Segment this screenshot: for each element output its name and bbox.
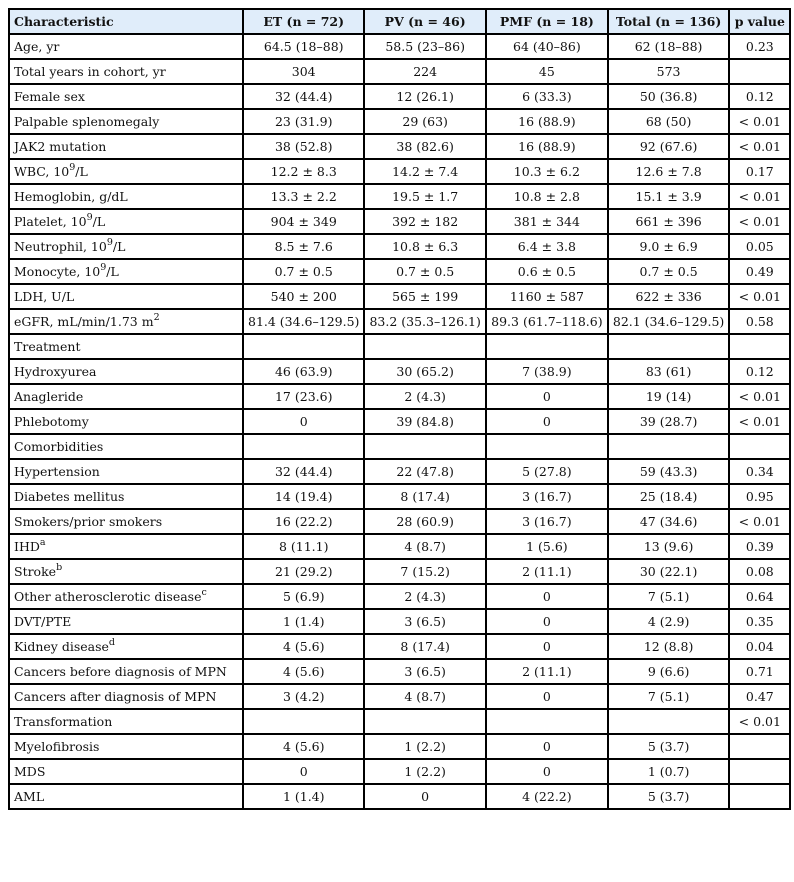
- cell-p-value: [729, 784, 790, 809]
- row-label-text: Hydroxyurea: [14, 364, 97, 379]
- cell-pv: 2 (4.3): [364, 584, 485, 609]
- row-label: [9, 359, 243, 384]
- cell-pv: 4 (8.7): [364, 534, 485, 559]
- cell-total: 13 (9.6): [608, 534, 729, 559]
- cell-pmf: 2 (11.1): [486, 559, 608, 584]
- row-label-text: Female sex: [14, 89, 85, 104]
- cell-pmf: [486, 334, 608, 359]
- cell-total: 30 (22.1): [608, 559, 729, 584]
- row-label-text: eGFR, mL/min/1.73 m: [14, 314, 154, 329]
- row-label: [9, 334, 243, 359]
- cell-pmf: 2 (11.1): [486, 659, 608, 684]
- row-label-text: Comorbidities: [14, 439, 104, 454]
- cell-pv: 10.8 ± 6.3: [364, 234, 485, 259]
- cell-pmf: 16 (88.9): [486, 134, 608, 159]
- row-label-suffix: /L: [106, 264, 119, 279]
- cell-pv: 7 (15.2): [364, 559, 485, 584]
- cell-pmf: 64 (40–86): [486, 34, 608, 59]
- cell-et: 21 (29.2): [243, 559, 364, 584]
- characteristics-table-container: [8, 8, 791, 810]
- cell-et: 4 (5.6): [243, 634, 364, 659]
- table-row: [9, 134, 790, 159]
- table-row: [9, 759, 790, 784]
- cell-et: 64.5 (18–88): [243, 34, 364, 59]
- header-pv: PV (n = 46): [364, 9, 485, 34]
- cell-p-value: < 0.01: [729, 184, 790, 209]
- row-label-superscript: a: [39, 536, 46, 548]
- cell-pv: 8 (17.4): [364, 484, 485, 509]
- cell-total: 62 (18–88): [608, 34, 729, 59]
- cell-pmf: 0: [486, 759, 608, 784]
- cell-total: 92 (67.6): [608, 134, 729, 159]
- cell-pmf: 0: [486, 734, 608, 759]
- row-label-superscript: 2: [153, 311, 160, 323]
- cell-pmf: 4 (22.2): [486, 784, 608, 809]
- row-label: [9, 34, 243, 59]
- cell-p-value: [729, 759, 790, 784]
- cell-pv: 22 (47.8): [364, 459, 485, 484]
- row-label-suffix: /L: [92, 214, 106, 229]
- cell-pv: [364, 434, 485, 459]
- cell-et: 1 (1.4): [243, 609, 364, 634]
- header-total: Total (n = 136): [608, 9, 729, 34]
- cell-pv: 3 (6.5): [364, 609, 485, 634]
- row-label-text: Smokers/prior smokers: [14, 514, 163, 529]
- table-row: [9, 609, 790, 634]
- cell-p-value: < 0.01: [729, 709, 790, 734]
- header-et: ET (n = 72): [243, 9, 364, 34]
- cell-p-value: 0.49: [729, 259, 790, 284]
- cell-et: 14 (19.4): [243, 484, 364, 509]
- row-label: [9, 784, 243, 809]
- row-label-text: IHD: [14, 539, 40, 554]
- row-label: [9, 309, 243, 334]
- row-label-text: Treatment: [14, 339, 81, 354]
- row-label-text: Transformation: [14, 714, 113, 729]
- cell-p-value: [729, 334, 790, 359]
- cell-total: [608, 709, 729, 734]
- row-label-text: Other atherosclerotic disease: [14, 589, 202, 604]
- cell-pv: 8 (17.4): [364, 634, 485, 659]
- cell-total: 83 (61): [608, 359, 729, 384]
- cell-et: 0.7 ± 0.5: [243, 259, 364, 284]
- cell-pv: 4 (8.7): [364, 684, 485, 709]
- row-label-text: Cancers before diagnosis of MPN: [14, 664, 227, 679]
- cell-total: 5 (3.7): [608, 784, 729, 809]
- cell-p-value: 0.39: [729, 534, 790, 559]
- cell-p-value: < 0.01: [729, 109, 790, 134]
- cell-et: 16 (22.2): [243, 509, 364, 534]
- row-label: [9, 284, 243, 309]
- table-row: [9, 684, 790, 709]
- row-label: [9, 184, 243, 209]
- cell-et: 12.2 ± 8.3: [243, 159, 364, 184]
- row-label: [9, 659, 243, 684]
- cell-pmf: 0: [486, 609, 608, 634]
- cell-total: 82.1 (34.6–129.5): [608, 309, 729, 334]
- row-label: [9, 759, 243, 784]
- cell-total: 39 (28.7): [608, 409, 729, 434]
- row-label-text: Platelet, 10: [14, 214, 87, 229]
- row-label-text: Hypertension: [14, 464, 100, 479]
- cell-pmf: 16 (88.9): [486, 109, 608, 134]
- cell-et: 17 (23.6): [243, 384, 364, 409]
- cell-pv: 0.7 ± 0.5: [364, 259, 485, 284]
- row-label-superscript: 9: [100, 261, 107, 273]
- row-label-superscript: c: [201, 586, 207, 598]
- table-row: [9, 259, 790, 284]
- header-p-value: p value: [729, 9, 790, 34]
- row-label: [9, 509, 243, 534]
- cell-pv: 12 (26.1): [364, 84, 485, 109]
- table-row: [9, 309, 790, 334]
- cell-pmf: 10.3 ± 6.2: [486, 159, 608, 184]
- cell-total: 9 (6.6): [608, 659, 729, 684]
- cell-pv: 58.5 (23–86): [364, 34, 485, 59]
- cell-p-value: < 0.01: [729, 509, 790, 534]
- cell-p-value: 0.35: [729, 609, 790, 634]
- cell-et: [243, 434, 364, 459]
- table-row: [9, 359, 790, 384]
- row-label: [9, 434, 243, 459]
- cell-p-value: < 0.01: [729, 384, 790, 409]
- table-header-row: [9, 9, 790, 34]
- cell-pv: 224: [364, 59, 485, 84]
- row-label: [9, 234, 243, 259]
- cell-pmf: 0.6 ± 0.5: [486, 259, 608, 284]
- row-label-text: Hemoglobin, g/dL: [14, 189, 128, 204]
- row-label-superscript: 9: [86, 211, 93, 223]
- cell-et: 4 (5.6): [243, 659, 364, 684]
- row-label-suffix: /L: [112, 239, 126, 254]
- table-row: [9, 184, 790, 209]
- cell-p-value: 0.12: [729, 84, 790, 109]
- cell-pmf: 10.8 ± 2.8: [486, 184, 608, 209]
- cell-pmf: 7 (38.9): [486, 359, 608, 384]
- row-label: [9, 534, 243, 559]
- cell-pmf: 0: [486, 584, 608, 609]
- table-row: [9, 559, 790, 584]
- table-row: [9, 784, 790, 809]
- table-body: [9, 34, 790, 809]
- cell-p-value: 0.71: [729, 659, 790, 684]
- cell-pmf: 3 (16.7): [486, 509, 608, 534]
- table-row: [9, 84, 790, 109]
- cell-p-value: < 0.01: [729, 209, 790, 234]
- row-label-text: Neutrophil, 10: [14, 239, 107, 254]
- cell-pmf: 0: [486, 634, 608, 659]
- cell-total: [608, 334, 729, 359]
- row-label: [9, 734, 243, 759]
- cell-et: 5 (6.9): [243, 584, 364, 609]
- row-label: [9, 684, 243, 709]
- cell-et: [243, 709, 364, 734]
- table-row: [9, 534, 790, 559]
- table-row: [9, 709, 790, 734]
- table-row: [9, 334, 790, 359]
- cell-pv: 565 ± 199: [364, 284, 485, 309]
- cell-et: 38 (52.8): [243, 134, 364, 159]
- row-label-text: Phlebotomy: [14, 414, 89, 429]
- cell-pv: 3 (6.5): [364, 659, 485, 684]
- cell-total: 19 (14): [608, 384, 729, 409]
- header-pmf: PMF (n = 18): [486, 9, 608, 34]
- cell-et: 32 (44.4): [243, 84, 364, 109]
- row-label: [9, 584, 243, 609]
- table-row: [9, 109, 790, 134]
- cell-pv: 14.2 ± 7.4: [364, 159, 485, 184]
- cell-et: 13.3 ± 2.2: [243, 184, 364, 209]
- row-label-text: Myelofibrosis: [14, 739, 100, 754]
- table-row: [9, 384, 790, 409]
- cell-total: 7 (5.1): [608, 684, 729, 709]
- cell-p-value: 0.95: [729, 484, 790, 509]
- cell-et: 904 ± 349: [243, 209, 364, 234]
- row-label-text: Diabetes mellitus: [14, 489, 125, 504]
- row-label: [9, 59, 243, 84]
- cell-pmf: 89.3 (61.7–118.6): [486, 309, 608, 334]
- cell-total: 12 (8.8): [608, 634, 729, 659]
- row-label-text: Anagleride: [14, 389, 84, 404]
- cell-total: 59 (43.3): [608, 459, 729, 484]
- cell-total: 4 (2.9): [608, 609, 729, 634]
- header-characteristic: Characteristic: [9, 9, 243, 34]
- cell-total: 68 (50): [608, 109, 729, 134]
- cell-pv: 19.5 ± 1.7: [364, 184, 485, 209]
- cell-et: 23 (31.9): [243, 109, 364, 134]
- table-row: [9, 484, 790, 509]
- table-row: [9, 209, 790, 234]
- cell-pmf: 0: [486, 409, 608, 434]
- cell-total: 47 (34.6): [608, 509, 729, 534]
- cell-pv: 1 (2.2): [364, 759, 485, 784]
- cell-pv: 0: [364, 784, 485, 809]
- row-label-text: DVT/PTE: [14, 614, 72, 629]
- row-label: [9, 259, 243, 284]
- row-label-superscript: 9: [106, 236, 113, 248]
- cell-et: 3 (4.2): [243, 684, 364, 709]
- cell-p-value: < 0.01: [729, 409, 790, 434]
- cell-p-value: 0.12: [729, 359, 790, 384]
- table-row: [9, 234, 790, 259]
- cell-total: 15.1 ± 3.9: [608, 184, 729, 209]
- row-label-text: LDH, U/L: [14, 289, 75, 304]
- table-row: [9, 409, 790, 434]
- cell-total: 25 (18.4): [608, 484, 729, 509]
- row-label-text: Monocyte, 10: [14, 264, 101, 279]
- cell-p-value: < 0.01: [729, 134, 790, 159]
- cell-pmf: 5 (27.8): [486, 459, 608, 484]
- row-label: [9, 384, 243, 409]
- cell-et: 8 (11.1): [243, 534, 364, 559]
- cell-p-value: 0.58: [729, 309, 790, 334]
- cell-total: 622 ± 336: [608, 284, 729, 309]
- cell-p-value: 0.47: [729, 684, 790, 709]
- cell-p-value: 0.08: [729, 559, 790, 584]
- row-label-superscript: b: [56, 561, 63, 573]
- cell-total: 0.7 ± 0.5: [608, 259, 729, 284]
- cell-p-value: [729, 59, 790, 84]
- cell-pv: 38 (82.6): [364, 134, 485, 159]
- cell-pv: [364, 709, 485, 734]
- row-label: [9, 109, 243, 134]
- cell-total: 50 (36.8): [608, 84, 729, 109]
- table-row: [9, 284, 790, 309]
- row-label-superscript: d: [108, 636, 115, 648]
- row-label-text: Age, yr: [14, 39, 60, 54]
- row-label: [9, 84, 243, 109]
- row-label-superscript: 9: [69, 161, 76, 173]
- cell-total: 7 (5.1): [608, 584, 729, 609]
- table-row: [9, 734, 790, 759]
- cell-et: 540 ± 200: [243, 284, 364, 309]
- cell-p-value: 0.04: [729, 634, 790, 659]
- row-label: [9, 409, 243, 434]
- table-row: [9, 434, 790, 459]
- row-label: [9, 134, 243, 159]
- table-row: [9, 34, 790, 59]
- cell-p-value: [729, 734, 790, 759]
- row-label-text: WBC, 10: [14, 164, 70, 179]
- row-label: [9, 159, 243, 184]
- row-label: [9, 609, 243, 634]
- row-label-text: MDS: [14, 764, 46, 779]
- row-label: [9, 209, 243, 234]
- table-row: [9, 459, 790, 484]
- cell-pv: 2 (4.3): [364, 384, 485, 409]
- cell-total: 661 ± 396: [608, 209, 729, 234]
- cell-pmf: 3 (16.7): [486, 484, 608, 509]
- cell-pmf: 6.4 ± 3.8: [486, 234, 608, 259]
- cell-pv: 30 (65.2): [364, 359, 485, 384]
- row-label-text: Stroke: [14, 564, 57, 579]
- row-label-text: AML: [14, 789, 45, 804]
- row-label: [9, 459, 243, 484]
- cell-p-value: 0.23: [729, 34, 790, 59]
- row-label: [9, 634, 243, 659]
- cell-pmf: 0: [486, 684, 608, 709]
- cell-p-value: 0.64: [729, 584, 790, 609]
- row-label-text: Palpable splenomegaly: [14, 114, 160, 129]
- cell-pv: 29 (63): [364, 109, 485, 134]
- cell-total: 12.6 ± 7.8: [608, 159, 729, 184]
- cell-et: 1 (1.4): [243, 784, 364, 809]
- cell-pv: 28 (60.9): [364, 509, 485, 534]
- row-label-text: Cancers after diagnosis of MPN: [14, 689, 217, 704]
- cell-total: 573: [608, 59, 729, 84]
- row-label: [9, 559, 243, 584]
- table-row: [9, 159, 790, 184]
- cell-total: [608, 434, 729, 459]
- row-label: [9, 484, 243, 509]
- cell-p-value: 0.34: [729, 459, 790, 484]
- cell-total: 5 (3.7): [608, 734, 729, 759]
- row-label-suffix: /L: [75, 164, 88, 179]
- cell-et: 0: [243, 409, 364, 434]
- cell-p-value: < 0.01: [729, 284, 790, 309]
- table-row: [9, 509, 790, 534]
- cell-et: 4 (5.6): [243, 734, 364, 759]
- cell-pv: 39 (84.8): [364, 409, 485, 434]
- cell-pmf: [486, 434, 608, 459]
- table-row: [9, 634, 790, 659]
- table-row: [9, 659, 790, 684]
- cell-et: 8.5 ± 7.6: [243, 234, 364, 259]
- characteristics-table: [8, 8, 791, 810]
- cell-p-value: 0.17: [729, 159, 790, 184]
- cell-p-value: [729, 434, 790, 459]
- row-label-text: JAK2 mutation: [14, 139, 107, 154]
- cell-pmf: 6 (33.3): [486, 84, 608, 109]
- cell-et: 32 (44.4): [243, 459, 364, 484]
- cell-total: 9.0 ± 6.9: [608, 234, 729, 259]
- table-row: [9, 59, 790, 84]
- cell-et: 0: [243, 759, 364, 784]
- cell-et: [243, 334, 364, 359]
- cell-pv: 83.2 (35.3–126.1): [364, 309, 485, 334]
- cell-et: 81.4 (34.6–129.5): [243, 309, 364, 334]
- cell-et: 304: [243, 59, 364, 84]
- cell-et: 46 (63.9): [243, 359, 364, 384]
- cell-pv: 1 (2.2): [364, 734, 485, 759]
- row-label: [9, 709, 243, 734]
- cell-p-value: 0.05: [729, 234, 790, 259]
- cell-pmf: 0: [486, 384, 608, 409]
- table-row: [9, 584, 790, 609]
- cell-pv: 392 ± 182: [364, 209, 485, 234]
- row-label-text: Kidney disease: [14, 639, 109, 654]
- row-label-text: Total years in cohort, yr: [14, 64, 166, 79]
- cell-pv: [364, 334, 485, 359]
- cell-pmf: 45: [486, 59, 608, 84]
- cell-pmf: 1160 ± 587: [486, 284, 608, 309]
- cell-pmf: [486, 709, 608, 734]
- cell-pmf: 1 (5.6): [486, 534, 608, 559]
- cell-pmf: 381 ± 344: [486, 209, 608, 234]
- cell-total: 1 (0.7): [608, 759, 729, 784]
